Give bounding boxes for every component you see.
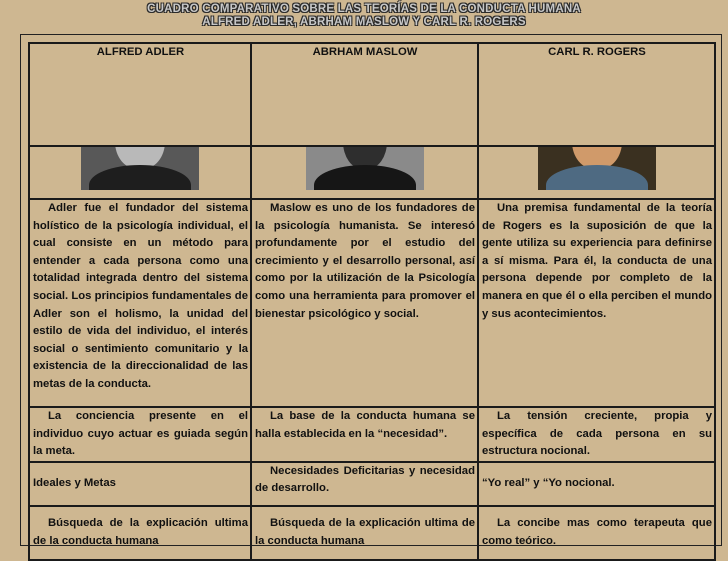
cell-adler-concepts: Ideales y Metas <box>29 462 251 506</box>
header-adler-label: ALFRED ADLER <box>96 46 185 58</box>
header-rogers <box>478 43 715 146</box>
cell-rogers-description: Una premisa fundamental de la teoría de Rogers es la suposición de que la gente utiliza su experiencia para definirse a sí misma. Para él, la conducta de una persona depende por completo de la manera en que él o ella perciben el mundo y sus acontecimientos. <box>478 199 715 407</box>
cell-rogers-approach: La concibe mas como terapeuta que como teórico. <box>478 506 715 560</box>
table-row <box>29 199 715 407</box>
cell-adler-approach: Búsqueda de la explicación ultima de la conducta humana <box>29 506 251 560</box>
adler-portrait-image <box>81 146 199 190</box>
document-subtitle: ALFRED ADLER, ABRHAM MASLOW Y CARL R. ROGERS <box>202 16 526 28</box>
photo-cell-adler <box>29 146 251 199</box>
header-adler <box>29 43 251 146</box>
photo-row <box>29 146 715 199</box>
cell-adler-conduct-basis: La conciencia presente en el individuo cuyo actuar es guiada según la meta. <box>29 407 251 462</box>
rogers-portrait-image <box>538 146 656 190</box>
cell-rogers-conduct-basis: La tensión creciente, propia y específica de cada persona en su estructura nocional. <box>478 407 715 462</box>
cell-maslow-approach: Búsqueda de la explicación ultima de la conducta humana <box>251 506 478 560</box>
table-row <box>29 407 715 462</box>
header-row <box>29 43 715 146</box>
cell-maslow-conduct-basis: La base de la conducta humana se halla establecida en la “necesidad”. <box>251 407 478 462</box>
cell-maslow-description: Maslow es uno de los fundadores de la psicología humanista. Se interesó profundamente por el estudio del crecimiento y el desarrollo personal, así como por la utilización de la Psicología como una herramienta para promover el bienestar psicológico y social. <box>251 199 478 407</box>
maslow-portrait-image <box>306 146 424 190</box>
header-maslow-label: ABRHAM MASLOW <box>312 46 418 58</box>
document-title: CUADRO COMPARATIVO SOBRE LAS TEORÍAS DE LA CONDUCTA HUMANA <box>147 3 581 15</box>
table-row <box>29 462 715 506</box>
comparison-table <box>28 42 716 561</box>
cell-maslow-concepts: Necesidades Deficitarias y necesidad de desarrollo. <box>251 462 478 506</box>
photo-cell-rogers <box>478 146 715 199</box>
cell-rogers-concepts: “Yo real” y “Yo nocional. <box>478 462 715 506</box>
header-maslow <box>251 43 478 146</box>
header-rogers-label: CARL R. ROGERS <box>548 46 646 58</box>
table-row <box>29 506 715 560</box>
cell-adler-description: Adler fue el fundador del sistema holístico de la psicología individual, el cual consiste en un método para entender a cada persona como una totalidad integrada dentro del sistema social. Los principios fundamentales de Adler son el holismo, la unidad del estilo de vida del individuo, el interés social o sentimiento comunitario y la existencia de la direccionalidad de las metas de la conducta. <box>29 199 251 407</box>
photo-cell-maslow <box>251 146 478 199</box>
